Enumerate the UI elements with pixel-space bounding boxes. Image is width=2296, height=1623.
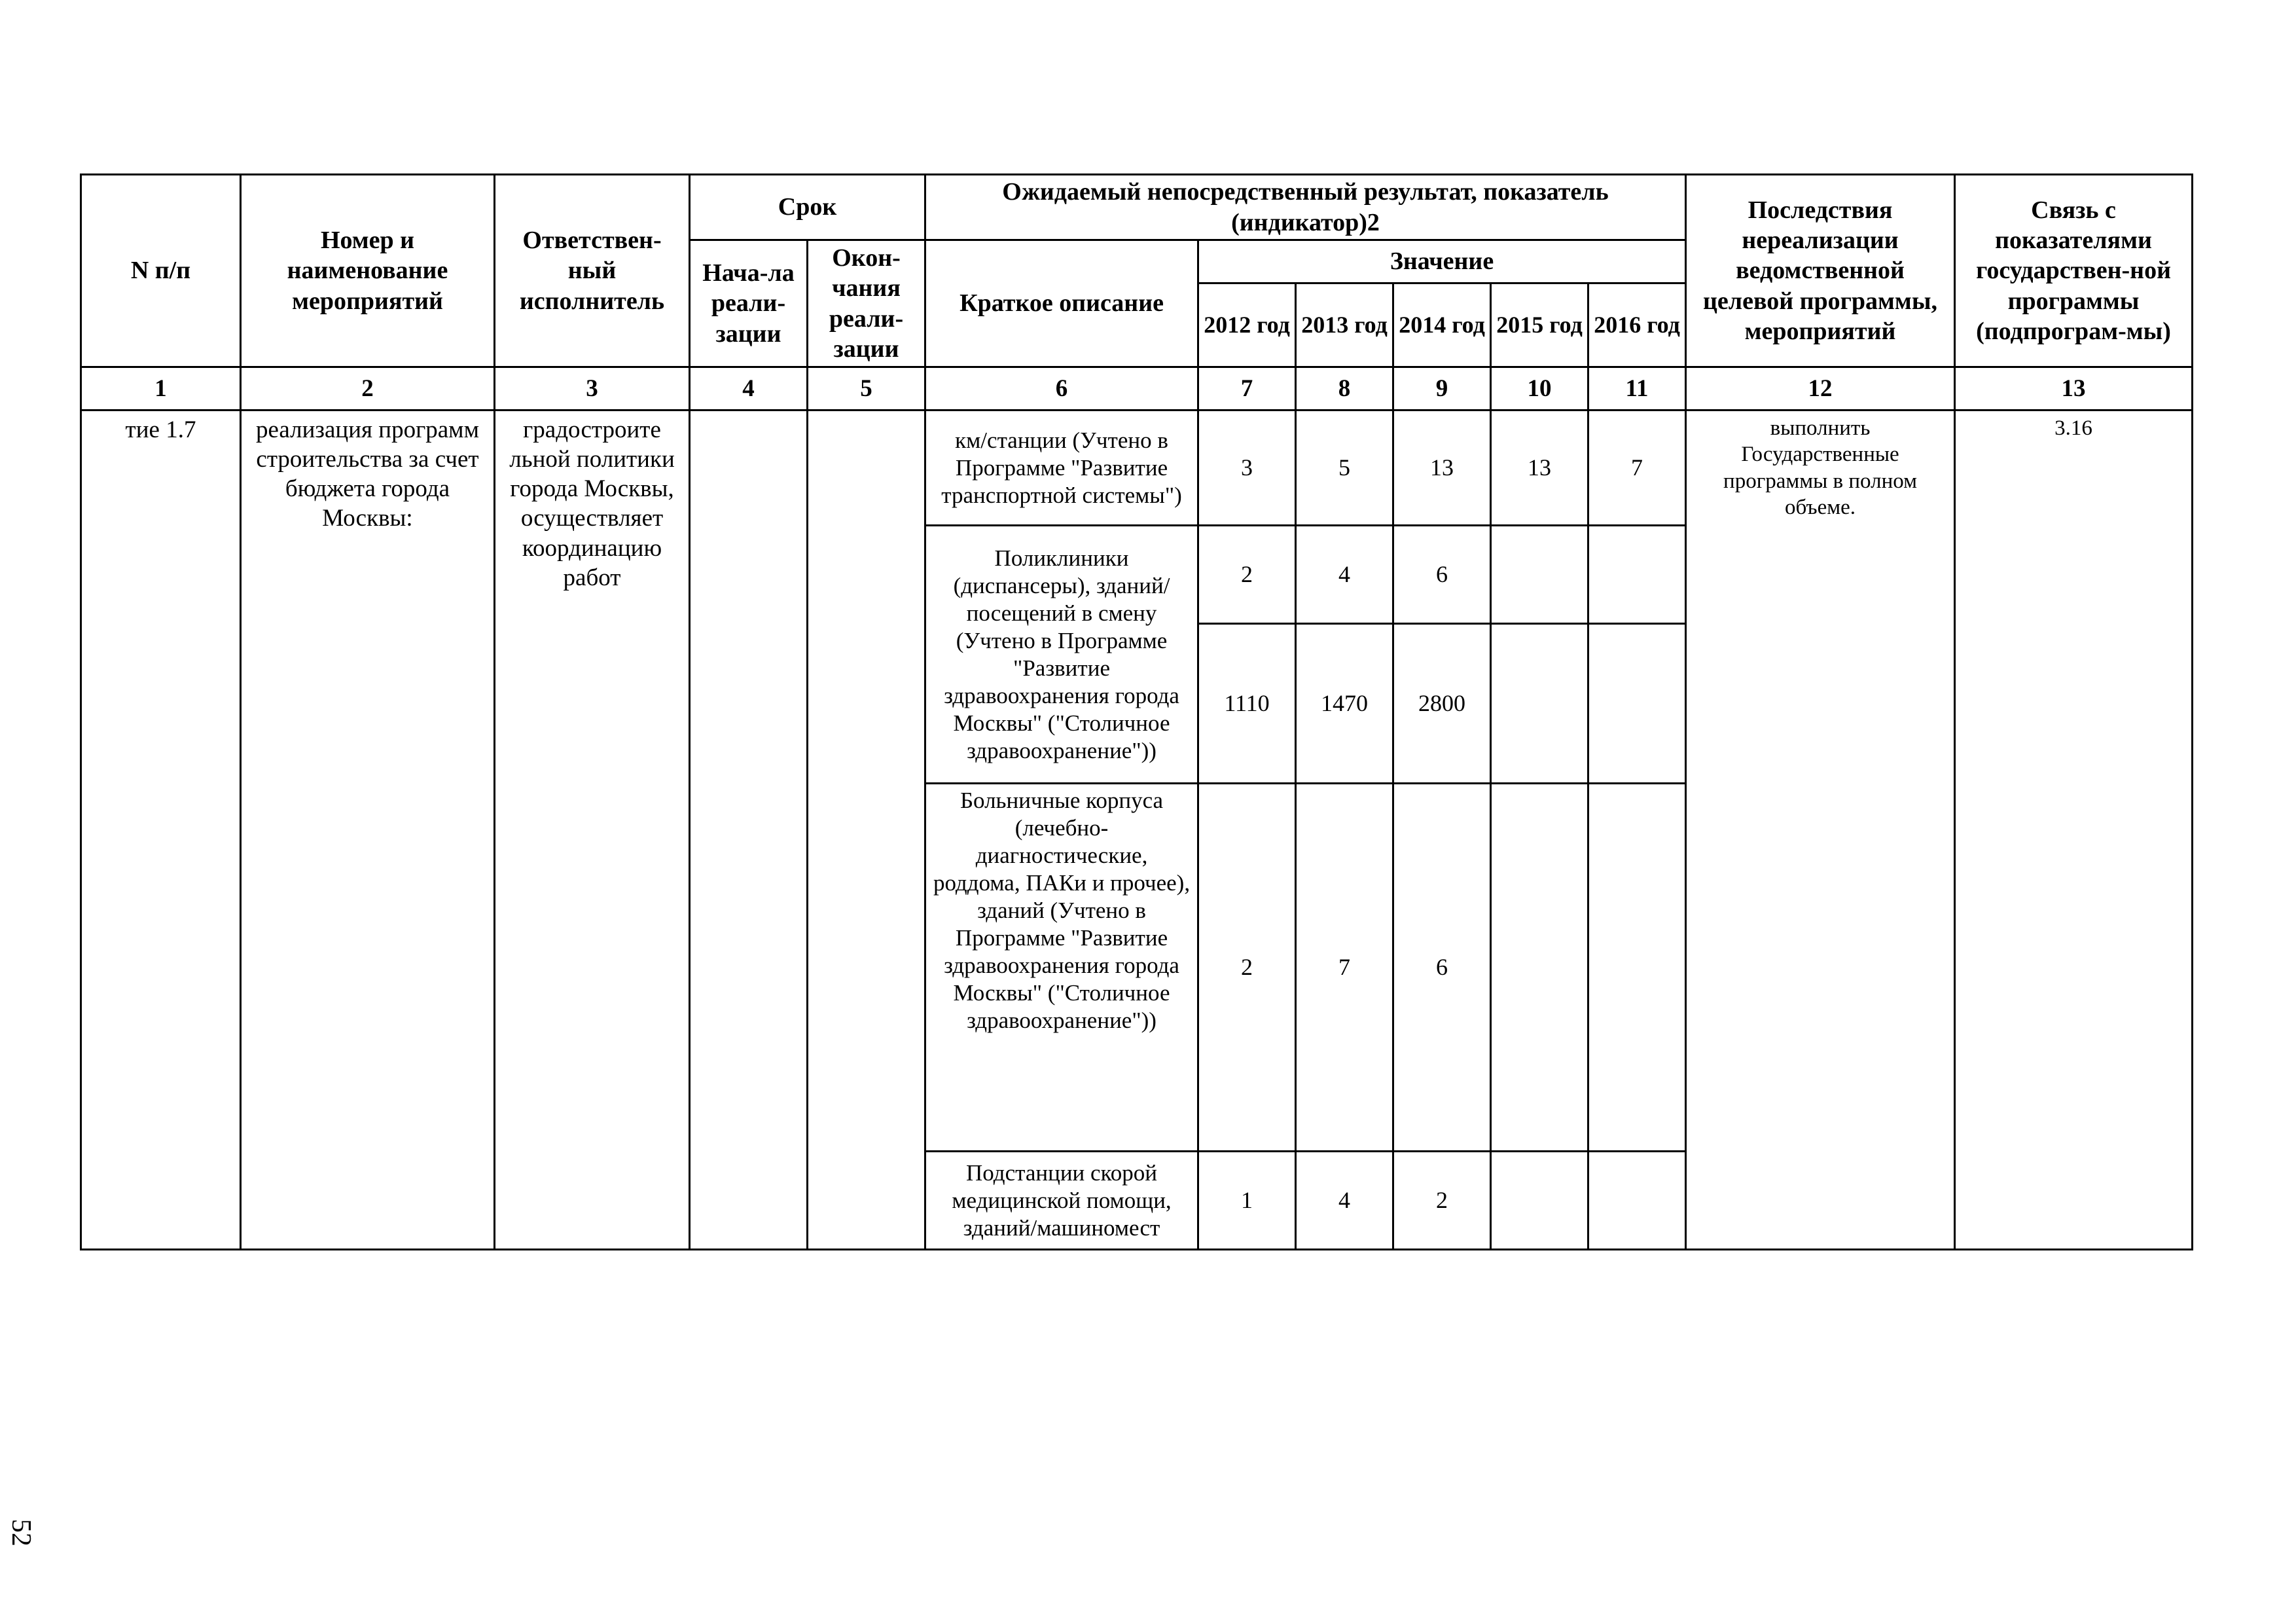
indicator-value: 13 <box>1393 410 1491 526</box>
indicator-value: 2 <box>1198 784 1296 1152</box>
indicator-value: 2 <box>1198 526 1296 624</box>
indicator-value <box>1588 526 1686 624</box>
row-responsible: градостроите льной политики города Москвы, осуществляет координацию работ <box>495 410 690 1250</box>
indicator-value: 2 <box>1393 1152 1491 1250</box>
indicator-value <box>1491 784 1588 1152</box>
indicator-value: 2800 <box>1393 624 1491 784</box>
header-result: Ожидаемый непосредственный результат, показатель (индикатор)2 <box>925 175 1686 240</box>
header-responsible: Ответствен-ный исполнитель <box>495 175 690 367</box>
col-number: 12 <box>1686 367 1955 410</box>
col-number: 3 <box>495 367 690 410</box>
indicator-value: 6 <box>1393 526 1491 624</box>
indicator-value <box>1491 624 1588 784</box>
indicator-value: 1 <box>1198 1152 1296 1250</box>
indicator-value: 3 <box>1198 410 1296 526</box>
header-year: 2015 год <box>1491 283 1588 367</box>
row-consequence: выполнить Государственные программы в полном объеме. <box>1686 410 1955 1250</box>
row-link: 3.16 <box>1955 410 2193 1250</box>
header-consequences: Последствия нереализации ведомственной целевой программы, мероприятий <box>1686 175 1955 367</box>
indicator-value <box>1588 624 1686 784</box>
header-link: Связь с показателями государствен-ной программы (подпрограм-мы) <box>1955 175 2193 367</box>
header-num: N п/п <box>81 175 241 367</box>
header-year: 2016 год <box>1588 283 1686 367</box>
indicator-description: км/станции (Учтено в Программе "Развитие транспортной системы") <box>925 410 1198 526</box>
col-number: 1 <box>81 367 241 410</box>
header-term-start: Нача-ла реали-зации <box>690 240 808 367</box>
indicator-value: 4 <box>1296 526 1393 624</box>
indicator-value <box>1491 526 1588 624</box>
measures-table <box>80 173 2193 1250</box>
header-year: 2013 год <box>1296 283 1393 367</box>
header-year: 2012 год <box>1198 283 1296 367</box>
indicator-value: 13 <box>1491 410 1588 526</box>
indicator-value <box>1588 784 1686 1152</box>
indicator-description: Больничные корпуса (лечебно-диагностические, роддома, ПАКи и прочее), зданий (Учтено в Программе "Развитие здравоохранения города Москвы" ("Столичное здравоохранение")) <box>925 784 1198 1152</box>
indicator-value: 7 <box>1588 410 1686 526</box>
header-name: Номер и наименование мероприятий <box>241 175 495 367</box>
col-number: 2 <box>241 367 495 410</box>
header-term-end: Окон-чания реали-зации <box>808 240 925 367</box>
col-number: 5 <box>808 367 925 410</box>
col-number: 9 <box>1393 367 1491 410</box>
row-term-end <box>808 410 925 1250</box>
col-number: 10 <box>1491 367 1588 410</box>
indicator-description: Подстанции скорой медицинской помощи, зданий/машиномест <box>925 1152 1198 1250</box>
page-number: 52 <box>6 1519 36 1546</box>
indicator-value: 6 <box>1393 784 1491 1152</box>
col-number: 7 <box>1198 367 1296 410</box>
indicator-value: 5 <box>1296 410 1393 526</box>
indicator-value: 1470 <box>1296 624 1393 784</box>
indicator-value: 7 <box>1296 784 1393 1152</box>
header-term: Срок <box>690 175 925 240</box>
header-year: 2014 год <box>1393 283 1491 367</box>
indicator-value <box>1588 1152 1686 1250</box>
col-number: 13 <box>1955 367 2193 410</box>
col-number: 4 <box>690 367 808 410</box>
row-term-start <box>690 410 808 1250</box>
indicator-value: 1110 <box>1198 624 1296 784</box>
indicator-description: Поликлиники (диспансеры), зданий/посещений в смену (Учтено в Программе "Развитие здравоохранения города Москвы" ("Столичное здравоохранение")) <box>925 526 1198 784</box>
col-number: 11 <box>1588 367 1686 410</box>
row-name: реализация программ строительства за счет бюджета города Москвы: <box>241 410 495 1250</box>
col-number: 8 <box>1296 367 1393 410</box>
row-number: тие 1.7 <box>81 410 241 1250</box>
indicator-value: 4 <box>1296 1152 1393 1250</box>
header-value: Значение <box>1198 240 1686 283</box>
header-short-desc: Краткое описание <box>925 240 1198 367</box>
col-number: 6 <box>925 367 1198 410</box>
indicator-value <box>1491 1152 1588 1250</box>
